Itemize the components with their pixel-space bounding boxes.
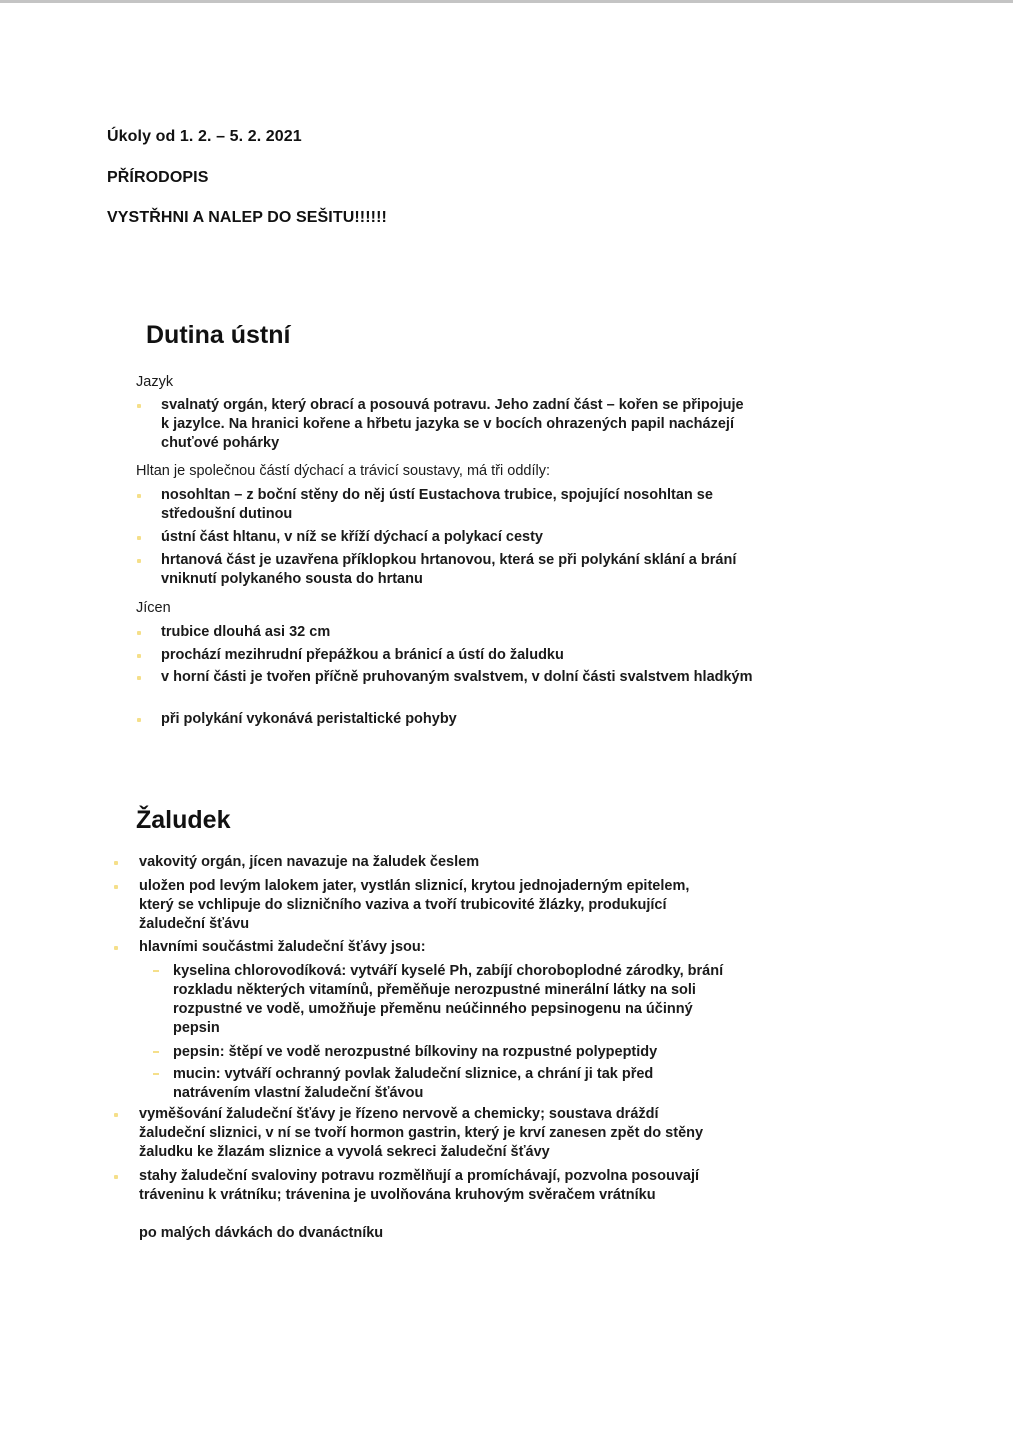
bullet-icon [114,1175,118,1179]
list-item: hrtanová část je uzavřena příklopkou hrtanovou, která se při polykání sklání a brání vniknutí polykaného sousta do hrtanu [161,552,737,587]
subject-title: PŘÍRODOPIS [107,169,209,186]
instruction-text: VYSTŘHNI A NALEP DO SEŠITU!!!!!! [107,209,387,226]
sub-list-item: pepsin: štěpí ve vodě nerozpustné bílkoviny na rozpustné polypeptidy [173,1044,658,1060]
list-item: vakovitý orgán, jícen navazuje na žaludek česlem [139,854,480,870]
list-item-continuation: po malých dávkách do dvanáctníku [139,1225,384,1241]
sub-list-item: kyselina chlorovodíková: vytváří kyselé Ph, zabíjí choroboplodné zárodky, brání rozkladu některých vitamínů, přeměňuje nerozpustné minerální látky na soli rozpustné ve vodě, umožňuje přeměnu neúčinného pepsinogenu na účinný pepsin [173,963,724,1036]
bullet-icon [114,861,118,865]
list-item: svalnatý orgán, který obrací a posouvá potravu. Jeho zadní část – kořen se připojuje k jazylce. Na hranici kořene a hřbetu jazyka se v bocích ohrazených papil nacházejí chuťové pohárky [161,397,744,451]
dash-bullet-icon [153,970,159,972]
bullet-icon [114,1113,118,1117]
bullet-icon [114,885,118,889]
section-title: Dutina ústní [146,321,291,349]
bullet-icon [137,654,141,658]
bullet-icon [137,536,141,540]
list-item: uložen pod levým lalokem jater, vystlán sliznicí, krytou jednojaderným epitelem, který se vchlipuje do slizničního vaziva a tvoří trubicovité žlázky, produkující žaludeční šťávu [139,878,690,932]
subheading-jicen: Jícen [136,600,171,616]
subheading-jazyk: Jazyk [136,374,174,390]
section-title: Žaludek [136,806,231,834]
list-item: nosohltan – z boční stěny do něj ústí Eustachova trubice, spojující nosohltan se středoušní dutinou [161,487,713,522]
list-item: trubice dlouhá asi 32 cm [161,624,331,640]
dash-bullet-icon [153,1051,159,1053]
bullet-icon [137,718,141,722]
list-item: stahy žaludeční svaloviny potravu rozmělňují a promíchávají, pozvolna posouvají tráveninu k vrátníku; trávenina je uvolňována kruhovým svěračem vrátníku [139,1168,700,1203]
bullet-icon [137,494,141,498]
list-item: v horní části je tvořen příčně pruhovaným svalstvem, v dolní části svalstvem hladkým [161,669,753,685]
page-top-border [0,0,1013,3]
bullet-icon [137,559,141,563]
bullet-icon [137,631,141,635]
list-item: při polykání vykonává peristaltické pohyby [161,711,457,727]
bullet-icon [137,404,141,408]
subheading-hltan: Hltan je společnou částí dýchací a trávicí soustavy, má tři oddíly: [136,463,550,479]
bullet-icon [137,676,141,680]
dash-bullet-icon [153,1073,159,1075]
assignment-dates: Úkoly od 1. 2. – 5. 2. 2021 [107,128,302,145]
list-item: hlavními součástmi žaludeční šťávy jsou: [139,939,426,955]
list-item: vyměšování žaludeční šťávy je řízeno nervově a chemicky; soustava dráždí žaludeční sliznici, v ní se tvoří hormon gastrin, který je krví zanesen zpět do stěny žaludku ke žlazám sliznice a vyvolá sekreci žaludeční šťávy [139,1106,704,1160]
list-item: prochází mezihrudní přepážkou a bránicí a ústí do žaludku [161,647,564,663]
list-item: ústní část hltanu, v níž se kříží dýchací a polykací cesty [161,529,543,545]
sub-list-item: mucin: vytváří ochranný povlak žaludeční sliznice, a chrání ji tak před natrávením vlastní žaludeční šťávou [173,1066,654,1101]
bullet-icon [114,946,118,950]
